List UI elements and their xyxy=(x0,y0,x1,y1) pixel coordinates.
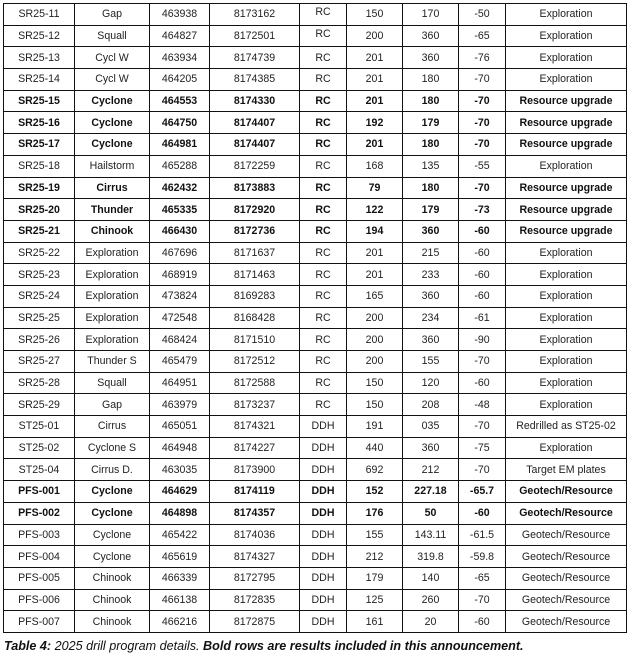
cell-prospect: Hailstorm xyxy=(75,155,150,177)
cell-dip: -50 xyxy=(459,4,506,26)
cell-azimuth: 360 xyxy=(403,220,459,242)
cell-azimuth: 227.18 xyxy=(403,481,459,503)
cell-prospect: Squall xyxy=(75,25,150,47)
cell-purpose: Geotech/Resource xyxy=(506,546,627,568)
cell-azimuth: 215 xyxy=(403,242,459,264)
table-row xyxy=(4,90,627,112)
cell-easting: 464948 xyxy=(150,437,210,459)
cell-depth: 201 xyxy=(347,47,403,69)
cell-depth: 201 xyxy=(347,264,403,286)
cell-easting: 465422 xyxy=(150,524,210,546)
cell-drill-type: DDH xyxy=(300,524,347,546)
table-row xyxy=(4,372,627,394)
cell-prospect: Chinook xyxy=(75,220,150,242)
cell-purpose: Geotech/Resource xyxy=(506,611,627,633)
table-row xyxy=(4,264,627,286)
cell-drill-type: DDH xyxy=(300,481,347,503)
cell-dip: -60 xyxy=(459,264,506,286)
cell-northing: 8172512 xyxy=(210,351,300,373)
table-row xyxy=(4,394,627,416)
cell-hole-id: SR25-25 xyxy=(4,307,75,329)
cell-azimuth: 360 xyxy=(403,25,459,47)
cell-drill-type: RC xyxy=(300,329,347,351)
cell-easting: 464951 xyxy=(150,372,210,394)
cell-drill-type: RC xyxy=(300,90,347,112)
cell-azimuth: 233 xyxy=(403,264,459,286)
cell-drill-type: RC xyxy=(300,307,347,329)
cell-easting: 465288 xyxy=(150,155,210,177)
cell-easting: 468919 xyxy=(150,264,210,286)
cell-azimuth: 360 xyxy=(403,329,459,351)
cell-prospect: Cyclone xyxy=(75,134,150,156)
cell-depth: 179 xyxy=(347,567,403,589)
cell-prospect: Squall xyxy=(75,372,150,394)
cell-azimuth: 260 xyxy=(403,589,459,611)
cell-northing: 8171463 xyxy=(210,264,300,286)
cell-depth: 155 xyxy=(347,524,403,546)
cell-azimuth: 360 xyxy=(403,47,459,69)
cell-dip: -70 xyxy=(459,177,506,199)
cell-drill-type: DDH xyxy=(300,416,347,438)
cell-northing: 8172920 xyxy=(210,199,300,221)
cell-easting: 466138 xyxy=(150,589,210,611)
cell-hole-id: SR25-29 xyxy=(4,394,75,416)
cell-hole-id: SR25-13 xyxy=(4,47,75,69)
cell-depth: 125 xyxy=(347,589,403,611)
cell-depth: 191 xyxy=(347,416,403,438)
caption-emphasis: Bold rows are results included in this announcement. xyxy=(203,639,524,653)
cell-dip: -61 xyxy=(459,307,506,329)
cell-azimuth: 179 xyxy=(403,199,459,221)
cell-prospect: Thunder S xyxy=(75,351,150,373)
cell-prospect: Exploration xyxy=(75,307,150,329)
cell-prospect: Cyclone xyxy=(75,502,150,524)
cell-purpose: Resource upgrade xyxy=(506,90,627,112)
cell-easting: 467696 xyxy=(150,242,210,264)
cell-hole-id: PFS-005 xyxy=(4,567,75,589)
cell-prospect: Exploration xyxy=(75,264,150,286)
cell-hole-id: ST25-02 xyxy=(4,437,75,459)
table-row xyxy=(4,329,627,351)
cell-purpose: Resource upgrade xyxy=(506,199,627,221)
table-row xyxy=(4,567,627,589)
cell-easting: 464750 xyxy=(150,112,210,134)
table-row xyxy=(4,481,627,503)
cell-drill-type: DDH xyxy=(300,502,347,524)
cell-northing: 8174357 xyxy=(210,502,300,524)
cell-prospect: Cyclone xyxy=(75,546,150,568)
cell-depth: 440 xyxy=(347,437,403,459)
cell-easting: 466339 xyxy=(150,567,210,589)
table-row xyxy=(4,416,627,438)
cell-easting: 464629 xyxy=(150,481,210,503)
table-caption xyxy=(4,639,524,653)
cell-azimuth: 120 xyxy=(403,372,459,394)
cell-hole-id: SR25-18 xyxy=(4,155,75,177)
cell-northing: 8174407 xyxy=(210,134,300,156)
cell-northing: 8172501 xyxy=(210,25,300,47)
cell-dip: -70 xyxy=(459,112,506,134)
cell-purpose: Exploration xyxy=(506,285,627,307)
cell-dip: -70 xyxy=(459,416,506,438)
cell-azimuth: 135 xyxy=(403,155,459,177)
cell-azimuth: 035 xyxy=(403,416,459,438)
cell-dip: -70 xyxy=(459,351,506,373)
table-row xyxy=(4,307,627,329)
cell-depth: 200 xyxy=(347,351,403,373)
cell-easting: 465479 xyxy=(150,351,210,373)
cell-azimuth: 180 xyxy=(403,69,459,91)
cell-hole-id: SR25-15 xyxy=(4,90,75,112)
table-row xyxy=(4,437,627,459)
cell-dip: -75 xyxy=(459,437,506,459)
cell-purpose: Exploration xyxy=(506,372,627,394)
cell-hole-id: SR25-19 xyxy=(4,177,75,199)
cell-depth: 122 xyxy=(347,199,403,221)
cell-drill-type: DDH xyxy=(300,546,347,568)
cell-drill-type: RC xyxy=(300,220,347,242)
cell-northing: 8174739 xyxy=(210,47,300,69)
table-row xyxy=(4,242,627,264)
cell-northing: 8174327 xyxy=(210,546,300,568)
table-row xyxy=(4,285,627,307)
cell-prospect: Cirrus xyxy=(75,416,150,438)
cell-prospect: Cyclone xyxy=(75,112,150,134)
cell-easting: 463934 xyxy=(150,47,210,69)
cell-purpose: Resource upgrade xyxy=(506,177,627,199)
cell-dip: -55 xyxy=(459,155,506,177)
cell-depth: 201 xyxy=(347,134,403,156)
cell-prospect: Chinook xyxy=(75,567,150,589)
cell-hole-id: ST25-01 xyxy=(4,416,75,438)
cell-purpose: Geotech/Resource xyxy=(506,567,627,589)
cell-easting: 466216 xyxy=(150,611,210,633)
cell-purpose: Exploration xyxy=(506,394,627,416)
cell-prospect: Cyclone xyxy=(75,524,150,546)
cell-azimuth: 170 xyxy=(403,4,459,26)
cell-prospect: Chinook xyxy=(75,589,150,611)
cell-northing: 8172875 xyxy=(210,611,300,633)
cell-easting: 465619 xyxy=(150,546,210,568)
cell-northing: 8173900 xyxy=(210,459,300,481)
cell-hole-id: SR25-17 xyxy=(4,134,75,156)
cell-prospect: Chinook xyxy=(75,611,150,633)
cell-easting: 472548 xyxy=(150,307,210,329)
cell-depth: 200 xyxy=(347,25,403,47)
table-row xyxy=(4,155,627,177)
cell-drill-type: RC xyxy=(300,199,347,221)
cell-purpose: Geotech/Resource xyxy=(506,589,627,611)
table-row xyxy=(4,47,627,69)
cell-prospect: Exploration xyxy=(75,285,150,307)
cell-drill-type: RC xyxy=(300,372,347,394)
cell-easting: 464981 xyxy=(150,134,210,156)
cell-depth: 165 xyxy=(347,285,403,307)
cell-depth: 692 xyxy=(347,459,403,481)
cell-azimuth: 20 xyxy=(403,611,459,633)
table-row xyxy=(4,134,627,156)
cell-azimuth: 234 xyxy=(403,307,459,329)
cell-easting: 463938 xyxy=(150,4,210,26)
cell-prospect: Cyclone xyxy=(75,90,150,112)
cell-dip: -73 xyxy=(459,199,506,221)
table-row xyxy=(4,502,627,524)
cell-dip: -70 xyxy=(459,134,506,156)
cell-hole-id: SR25-12 xyxy=(4,25,75,47)
cell-dip: -60 xyxy=(459,372,506,394)
cell-hole-id: SR25-24 xyxy=(4,285,75,307)
table-row xyxy=(4,4,627,26)
cell-drill-type: RC xyxy=(300,134,347,156)
cell-azimuth: 319.8 xyxy=(403,546,459,568)
cell-depth: 200 xyxy=(347,307,403,329)
cell-prospect: Cycl W xyxy=(75,69,150,91)
table-row xyxy=(4,351,627,373)
cell-purpose: Geotech/Resource xyxy=(506,481,627,503)
cell-purpose: Exploration xyxy=(506,351,627,373)
cell-hole-id: SR25-20 xyxy=(4,199,75,221)
cell-azimuth: 140 xyxy=(403,567,459,589)
cell-easting: 463979 xyxy=(150,394,210,416)
cell-azimuth: 208 xyxy=(403,394,459,416)
cell-drill-type: RC xyxy=(300,47,347,69)
cell-easting: 473824 xyxy=(150,285,210,307)
cell-easting: 464205 xyxy=(150,69,210,91)
cell-hole-id: SR25-11 xyxy=(4,4,75,26)
cell-azimuth: 155 xyxy=(403,351,459,373)
cell-purpose: Resource upgrade xyxy=(506,220,627,242)
cell-purpose: Geotech/Resource xyxy=(506,524,627,546)
cell-northing: 8174330 xyxy=(210,90,300,112)
cell-drill-type: DDH xyxy=(300,589,347,611)
cell-drill-type: RC xyxy=(300,69,347,91)
table-row xyxy=(4,459,627,481)
cell-depth: 200 xyxy=(347,329,403,351)
cell-drill-type: DDH xyxy=(300,611,347,633)
cell-azimuth: 180 xyxy=(403,90,459,112)
table-row xyxy=(4,589,627,611)
cell-hole-id: PFS-001 xyxy=(4,481,75,503)
cell-drill-type: RC xyxy=(300,155,347,177)
cell-dip: -90 xyxy=(459,329,506,351)
cell-drill-type: RC xyxy=(300,25,347,47)
cell-depth: 150 xyxy=(347,372,403,394)
cell-azimuth: 360 xyxy=(403,285,459,307)
cell-northing: 8172835 xyxy=(210,589,300,611)
cell-prospect: Cyclone S xyxy=(75,437,150,459)
table-body xyxy=(4,4,627,633)
cell-northing: 8174227 xyxy=(210,437,300,459)
cell-dip: -48 xyxy=(459,394,506,416)
cell-hole-id: SR25-22 xyxy=(4,242,75,264)
cell-drill-type: RC xyxy=(300,177,347,199)
cell-depth: 201 xyxy=(347,69,403,91)
cell-hole-id: SR25-27 xyxy=(4,351,75,373)
cell-easting: 465051 xyxy=(150,416,210,438)
cell-hole-id: PFS-004 xyxy=(4,546,75,568)
caption-label: Table 4: xyxy=(4,639,52,653)
cell-prospect: Cirrus D. xyxy=(75,459,150,481)
cell-northing: 8172588 xyxy=(210,372,300,394)
cell-prospect: Gap xyxy=(75,394,150,416)
cell-dip: -76 xyxy=(459,47,506,69)
cell-easting: 464553 xyxy=(150,90,210,112)
cell-prospect: Gap xyxy=(75,4,150,26)
cell-northing: 8171637 xyxy=(210,242,300,264)
cell-depth: 192 xyxy=(347,112,403,134)
cell-dip: -65.7 xyxy=(459,481,506,503)
cell-hole-id: PFS-007 xyxy=(4,611,75,633)
cell-drill-type: RC xyxy=(300,4,347,26)
cell-northing: 8172736 xyxy=(210,220,300,242)
cell-depth: 176 xyxy=(347,502,403,524)
table-row xyxy=(4,199,627,221)
cell-dip: -70 xyxy=(459,90,506,112)
table-row xyxy=(4,69,627,91)
cell-dip: -59.8 xyxy=(459,546,506,568)
cell-purpose: Geotech/Resource xyxy=(506,502,627,524)
cell-drill-type: DDH xyxy=(300,459,347,481)
cell-depth: 168 xyxy=(347,155,403,177)
cell-purpose: Exploration xyxy=(506,69,627,91)
cell-dip: -60 xyxy=(459,242,506,264)
cell-hole-id: SR25-26 xyxy=(4,329,75,351)
cell-northing: 8173883 xyxy=(210,177,300,199)
table-row xyxy=(4,220,627,242)
cell-northing: 8169283 xyxy=(210,285,300,307)
table-row xyxy=(4,524,627,546)
cell-prospect: Exploration xyxy=(75,329,150,351)
cell-prospect: Cirrus xyxy=(75,177,150,199)
cell-dip: -70 xyxy=(459,69,506,91)
cell-prospect: Thunder xyxy=(75,199,150,221)
cell-purpose: Exploration xyxy=(506,264,627,286)
cell-depth: 152 xyxy=(347,481,403,503)
cell-northing: 8172795 xyxy=(210,567,300,589)
cell-purpose: Exploration xyxy=(506,307,627,329)
cell-northing: 8174036 xyxy=(210,524,300,546)
cell-hole-id: SR25-23 xyxy=(4,264,75,286)
table-row xyxy=(4,177,627,199)
cell-easting: 463035 xyxy=(150,459,210,481)
cell-depth: 212 xyxy=(347,546,403,568)
cell-hole-id: SR25-21 xyxy=(4,220,75,242)
table-row xyxy=(4,25,627,47)
cell-northing: 8174385 xyxy=(210,69,300,91)
cell-drill-type: RC xyxy=(300,112,347,134)
cell-drill-type: RC xyxy=(300,394,347,416)
cell-easting: 464898 xyxy=(150,502,210,524)
cell-azimuth: 360 xyxy=(403,437,459,459)
cell-purpose: Redrilled as ST25-02 xyxy=(506,416,627,438)
cell-depth: 201 xyxy=(347,90,403,112)
cell-hole-id: PFS-003 xyxy=(4,524,75,546)
cell-northing: 8174407 xyxy=(210,112,300,134)
cell-northing: 8172259 xyxy=(210,155,300,177)
cell-purpose: Resource upgrade xyxy=(506,134,627,156)
cell-dip: -61.5 xyxy=(459,524,506,546)
cell-dip: -60 xyxy=(459,285,506,307)
cell-azimuth: 143.11 xyxy=(403,524,459,546)
cell-purpose: Target EM plates xyxy=(506,459,627,481)
cell-drill-type: RC xyxy=(300,285,347,307)
cell-hole-id: PFS-002 xyxy=(4,502,75,524)
cell-depth: 161 xyxy=(347,611,403,633)
cell-depth: 150 xyxy=(347,394,403,416)
cell-depth: 194 xyxy=(347,220,403,242)
cell-dip: -65 xyxy=(459,25,506,47)
cell-depth: 201 xyxy=(347,242,403,264)
cell-prospect: Cyclone xyxy=(75,481,150,503)
cell-purpose: Exploration xyxy=(506,25,627,47)
cell-drill-type: RC xyxy=(300,242,347,264)
cell-dip: -70 xyxy=(459,459,506,481)
cell-depth: 150 xyxy=(347,4,403,26)
cell-hole-id: ST25-04 xyxy=(4,459,75,481)
cell-easting: 466430 xyxy=(150,220,210,242)
cell-dip: -60 xyxy=(459,502,506,524)
table-row xyxy=(4,112,627,134)
cell-dip: -65 xyxy=(459,567,506,589)
cell-drill-type: RC xyxy=(300,351,347,373)
cell-dip: -60 xyxy=(459,220,506,242)
cell-dip: -60 xyxy=(459,611,506,633)
cell-drill-type: DDH xyxy=(300,437,347,459)
cell-northing: 8173237 xyxy=(210,394,300,416)
drill-program-table xyxy=(3,3,627,633)
cell-prospect: Exploration xyxy=(75,242,150,264)
cell-northing: 8174321 xyxy=(210,416,300,438)
cell-azimuth: 212 xyxy=(403,459,459,481)
table-row xyxy=(4,546,627,568)
cell-purpose: Resource upgrade xyxy=(506,112,627,134)
cell-azimuth: 179 xyxy=(403,112,459,134)
cell-purpose: Exploration xyxy=(506,47,627,69)
caption-text: 2025 drill program details. xyxy=(51,639,204,653)
cell-azimuth: 180 xyxy=(403,177,459,199)
cell-hole-id: SR25-28 xyxy=(4,372,75,394)
cell-purpose: Exploration xyxy=(506,242,627,264)
cell-hole-id: SR25-16 xyxy=(4,112,75,134)
cell-easting: 464827 xyxy=(150,25,210,47)
cell-purpose: Exploration xyxy=(506,329,627,351)
cell-hole-id: PFS-006 xyxy=(4,589,75,611)
cell-drill-type: RC xyxy=(300,264,347,286)
cell-northing: 8171510 xyxy=(210,329,300,351)
cell-prospect: Cycl W xyxy=(75,47,150,69)
cell-easting: 465335 xyxy=(150,199,210,221)
cell-hole-id: SR25-14 xyxy=(4,69,75,91)
cell-northing: 8168428 xyxy=(210,307,300,329)
cell-azimuth: 180 xyxy=(403,134,459,156)
cell-drill-type: DDH xyxy=(300,567,347,589)
cell-depth: 79 xyxy=(347,177,403,199)
cell-easting: 462432 xyxy=(150,177,210,199)
cell-northing: 8173162 xyxy=(210,4,300,26)
table-row xyxy=(4,611,627,633)
cell-northing: 8174119 xyxy=(210,481,300,503)
cell-azimuth: 50 xyxy=(403,502,459,524)
cell-easting: 468424 xyxy=(150,329,210,351)
cell-purpose: Exploration xyxy=(506,4,627,26)
cell-dip: -70 xyxy=(459,589,506,611)
cell-purpose: Exploration xyxy=(506,155,627,177)
cell-purpose: Exploration xyxy=(506,437,627,459)
